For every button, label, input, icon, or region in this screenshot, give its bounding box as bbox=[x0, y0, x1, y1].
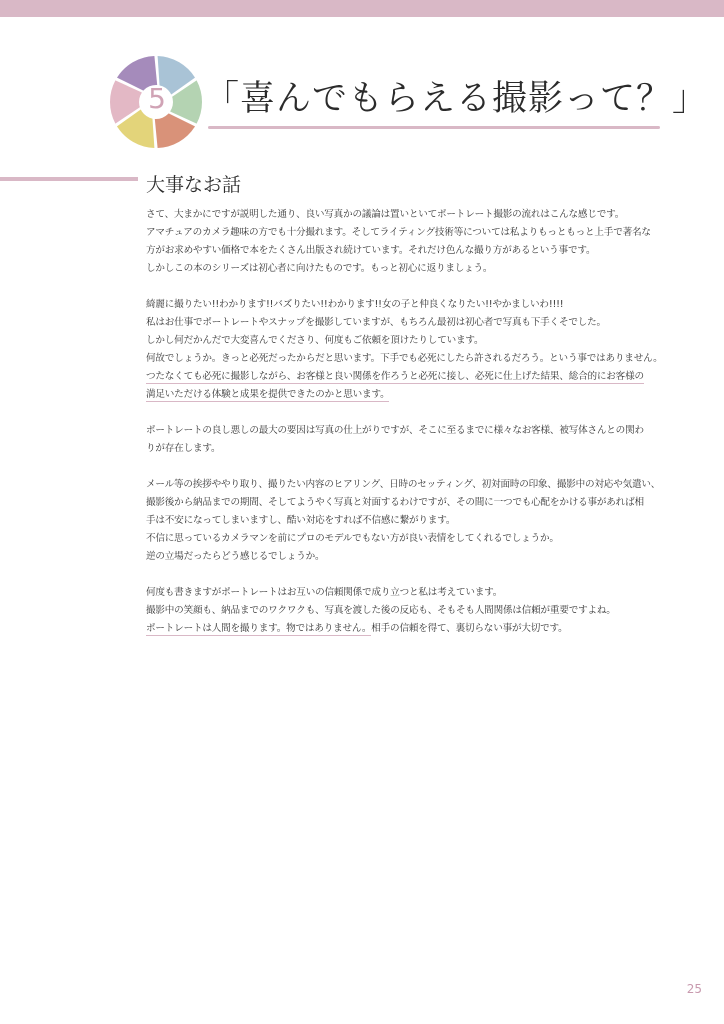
text-line bbox=[146, 386, 676, 404]
text-line bbox=[146, 620, 676, 638]
page-number: 25 bbox=[686, 982, 702, 996]
text-segment: アマチュアのカメラ趣味の方でも十分撮れます。そしてライティング技術等については私よりもっともっと上手で著名な bbox=[146, 227, 651, 238]
text-segment: ポートレートの良し悪しの最大の要因は写真の仕上がりですが、そこに至るまでに様々なお客様、被写体さんとの関わ bbox=[146, 425, 644, 436]
paragraph bbox=[146, 206, 676, 278]
text-line bbox=[146, 332, 676, 350]
text-line bbox=[146, 224, 676, 242]
text-segment: 手は不安になってしまいますし、酷い対応をすれば不信感に繋がります。 bbox=[146, 515, 456, 526]
text-segment: 何度も書きますがポートレートはお互いの信頼関係で成り立つと私は考えています。 bbox=[146, 587, 503, 598]
top-accent-band bbox=[0, 0, 724, 17]
text-line bbox=[146, 494, 676, 512]
text-line bbox=[146, 350, 676, 368]
chapter-number: 5 bbox=[148, 82, 166, 115]
text-line bbox=[146, 368, 676, 386]
section-accent-rule bbox=[0, 177, 138, 181]
underlined-emphasis: ポートレートは人間を撮ります。物ではありません。 bbox=[146, 623, 372, 634]
article-body bbox=[146, 206, 676, 656]
text-line bbox=[146, 296, 676, 314]
text-line bbox=[146, 530, 676, 548]
text-segment: 私はお仕事でポートレートやスナップを撮影していますが、もちろん最初は初心者で写真も下手くそでした。 bbox=[146, 317, 606, 328]
text-segment: さて、大まかにですが説明した通り、良い写真かの議論は置いといてポートレート撮影の流れはこんな感じです。 bbox=[146, 209, 625, 220]
text-segment: 逆の立場だったらどう感じるでしょうか。 bbox=[146, 551, 325, 562]
text-line bbox=[146, 476, 676, 494]
text-segment: 方がお求めやすい価格で本をたくさん出版され続けています。それだけ色んな撮り方があるという事です。 bbox=[146, 245, 596, 256]
text-segment: しかしこの本のシリーズは初心者に向けたものです。もっと初心に返りましょう。 bbox=[146, 263, 493, 274]
text-line bbox=[146, 602, 676, 620]
text-line bbox=[146, 440, 676, 458]
text-segment: 撮影中の笑顔も、納品までのワクワクも、写真を渡した後の反応も、そもそも人間関係は信頼が重要ですよね。 bbox=[146, 605, 616, 616]
text-line bbox=[146, 548, 676, 566]
paragraph bbox=[146, 584, 676, 638]
text-segment: 何故でしょうか。きっと必死だったからだと思います。下手でも必死にしたら許されるだろう。という事ではありません。 bbox=[146, 353, 663, 364]
text-segment: 相手の信頼を得て、裏切らない事が大切です。 bbox=[371, 623, 568, 634]
text-line bbox=[146, 584, 676, 602]
paragraph bbox=[146, 422, 676, 458]
underlined-emphasis: 満足いただける体験と成果を提供できたのかと思います。 bbox=[146, 389, 390, 400]
text-line bbox=[146, 512, 676, 530]
paragraph bbox=[146, 476, 676, 566]
section-heading: 大事なお話 bbox=[146, 174, 242, 196]
text-line bbox=[146, 314, 676, 332]
text-segment: しかし何だかんだで大変喜んでくださり、何度もご依頼を頂けたりしています。 bbox=[146, 335, 484, 346]
text-line bbox=[146, 242, 676, 260]
text-segment: 不信に思っているカメラマンを前にプロのモデルでもない方が良い表情をしてくれるでしょうか。 bbox=[146, 533, 559, 544]
text-segment: りが存在します。 bbox=[146, 443, 221, 454]
text-line bbox=[146, 206, 676, 224]
text-segment: 綺麗に撮りたい!!わかります!!バズりたい!!わかります!!女の子と仲良くなりたい!!やかましいわ!!!! bbox=[146, 299, 564, 310]
text-segment: メール等の挨拶ややり取り、撮りたい内容のヒアリング、日時のセッティング、初対面時の印象、撮影中の対応や気遣い、 bbox=[146, 479, 661, 490]
text-line bbox=[146, 260, 676, 278]
text-segment: 撮影後から納品までの期間、そしてようやく写真と対面するわけですが、その間に一つでも心配をかける事があれば相 bbox=[146, 497, 644, 508]
chapter-title: 「喜んでもらえる撮影って？」 bbox=[204, 79, 709, 119]
text-line bbox=[146, 422, 676, 440]
underlined-emphasis: つたなくても必死に撮影しながら、お客様と良い関係を作ろうと必死に接し、必死に仕上げた結果、総合的にお客様の bbox=[146, 371, 644, 382]
title-underline bbox=[208, 126, 660, 129]
paragraph bbox=[146, 296, 676, 404]
